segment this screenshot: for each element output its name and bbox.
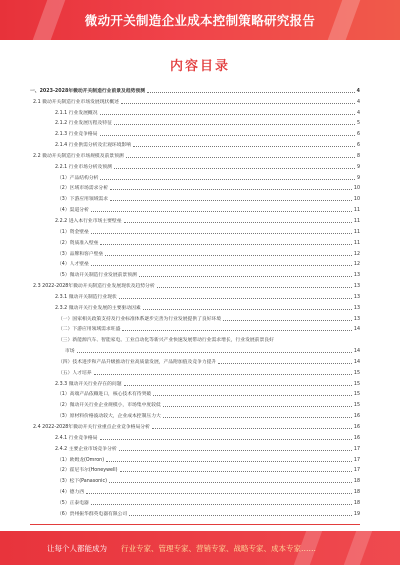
toc-leader-dots — [91, 265, 352, 266]
toc-entry[interactable] — [30, 160, 360, 171]
toc-leader-dots — [147, 92, 355, 93]
toc-entry-label: 2.4.1 行业竞争格局 — [55, 435, 98, 441]
toc-entry-page: 17 — [353, 446, 360, 452]
toc-entry-label: （6）贵州振华群英电器有限公司 — [57, 511, 128, 517]
toc-entry[interactable] — [30, 377, 360, 388]
toc-entry-label: （4）渠道分析 — [57, 208, 89, 214]
toc-entry-page: 18 — [353, 500, 360, 506]
toc-entry[interactable] — [30, 442, 360, 453]
toc-leader-dots — [223, 320, 352, 321]
toc-entry-label: 2.2.1 行业市场分析及预测 — [55, 164, 112, 170]
toc-leader-dots — [139, 276, 352, 277]
toc-entry-page: 8 — [356, 153, 360, 159]
toc-entry[interactable] — [30, 485, 360, 496]
toc-leader-dots — [110, 189, 352, 190]
toc-entry-label: 2.3.1 微动开关制造行业现状 — [55, 294, 117, 300]
toc-entry[interactable] — [30, 398, 360, 409]
toc-leader-dots — [143, 309, 352, 310]
toc-entry-page: 17 — [353, 468, 360, 474]
toc-entry-label: （5）正泰电器 — [57, 500, 89, 506]
toc-entry-page: 10 — [353, 186, 360, 192]
toc-entry[interactable] — [30, 431, 360, 442]
toc-entry-page: 19 — [353, 511, 360, 517]
toc-entry-page: 4 — [356, 99, 360, 105]
toc-entry[interactable] — [30, 171, 360, 182]
toc-entry[interactable] — [30, 366, 360, 377]
toc-entry[interactable] — [30, 496, 360, 507]
toc-entry-label: （2）微动开关行业企业规模小，市场集中度较低 — [57, 403, 161, 409]
toc-leader-dots — [110, 200, 352, 201]
toc-leader-dots — [91, 211, 352, 212]
toc-leader-dots — [122, 330, 352, 331]
footer-banner — [0, 531, 400, 565]
toc-entry-label: （2）资质准入壁垒 — [57, 240, 99, 246]
toc-entry-label: （四）技术进步和产品升级推动行业高质量发展，产品附加值及竞争力提升 — [58, 359, 217, 365]
toc-entry-label: 2.3.2 微动开关行业发展的主要驱动因素 — [55, 305, 141, 311]
toc-entry-label: 2.1 微动开关制造行业市场发展现状概述 — [33, 99, 119, 105]
toc-entry-page: 6 — [356, 143, 360, 149]
toc-entry-label: （5）微动开关制造行业发展前景预测 — [57, 273, 137, 279]
toc-entry-page: 13 — [353, 294, 360, 300]
toc-entry[interactable] — [30, 453, 360, 464]
toc-entry[interactable] — [30, 344, 360, 355]
toc-entry[interactable] — [30, 95, 360, 106]
toc-entry[interactable] — [30, 117, 360, 128]
toc-leader-dots — [106, 461, 352, 462]
toc-leader-dots — [114, 168, 355, 169]
toc-entry-page: 11 — [353, 218, 360, 224]
toc-leader-dots — [77, 352, 352, 353]
toc-entry-page: 6 — [356, 132, 360, 138]
toc-entry-page: 18 — [353, 490, 360, 496]
toc-leader-dots — [91, 504, 352, 505]
toc-entry-label: （1）产品结构分析 — [57, 175, 99, 181]
content-divider — [30, 524, 360, 525]
footer-slogan: 让每个人都能成为 — [47, 543, 107, 553]
toc-entry[interactable] — [30, 84, 360, 95]
toc-entry-label: 市场 — [65, 349, 75, 355]
toc-entry-label: 2.3 2022-2028年微动开关制造行业发展现状及趋势分析 — [33, 284, 155, 290]
toc-entry-label: 2.3.3 微动开关行业存在的问题 — [55, 381, 122, 387]
toc-entry-label: （4）人才壁垒 — [57, 262, 89, 268]
toc-entry[interactable] — [30, 301, 360, 312]
toc-entry[interactable] — [30, 507, 360, 518]
toc-entry-page: 11 — [353, 208, 360, 214]
toc-leader-dots — [121, 103, 355, 104]
toc-leader-dots — [129, 515, 352, 516]
toc-entry-page: 16 — [353, 435, 360, 441]
toc-leader-dots — [100, 439, 352, 440]
toc-entry[interactable] — [30, 312, 360, 323]
toc-entry[interactable] — [30, 464, 360, 475]
toc-leader-dots — [163, 417, 352, 418]
toc-entry-label: （3）品牌和客户壁垒 — [57, 251, 104, 257]
toc-leader-dots — [94, 374, 352, 375]
toc-leader-dots — [100, 114, 355, 115]
toc-leader-dots — [153, 395, 352, 396]
toc-leader-dots — [105, 255, 352, 256]
toc-entry[interactable] — [30, 333, 360, 344]
toc-entry-page: 4 — [356, 110, 360, 116]
toc-entry-page: 14 — [353, 349, 360, 355]
toc-entry-page: 13 — [353, 273, 360, 279]
toc-leader-dots — [157, 287, 352, 288]
toc-entry-label: （1）资金壁垒 — [57, 229, 89, 235]
toc-entry-label: 2.1.3 行业竞争格局 — [55, 132, 98, 138]
toc-leader-dots — [114, 124, 355, 125]
toc-entry-label: （4）德力西 — [57, 490, 85, 496]
toc-entry[interactable] — [30, 106, 360, 117]
toc-leader-dots — [119, 450, 352, 451]
toc-leader-dots — [100, 179, 355, 180]
toc-entry-label: 一、2023-2028年微动开关制造行业前景及趋势预测 — [30, 88, 146, 94]
toc-entry-label: （五）人才培养 — [58, 370, 92, 376]
toc-leader-dots — [100, 135, 355, 136]
header-banner — [0, 0, 400, 40]
toc-leader-dots — [91, 233, 352, 234]
toc-leader-dots — [120, 471, 352, 472]
toc-entry-label: 2.1.2 行业发展历程及特征 — [55, 121, 112, 127]
toc-entry-label: （1）高端产品依赖进口，核心技术有待突破 — [57, 392, 152, 398]
toc-entry[interactable] — [30, 290, 360, 301]
toc-heading: 内容目录 — [169, 59, 230, 74]
toc-entry-page: 18 — [353, 479, 360, 485]
toc-entry-label: 2.4.2 主要企业市场竞争分析 — [55, 446, 117, 452]
toc-entry[interactable] — [30, 420, 360, 431]
toc-entry[interactable] — [30, 268, 360, 279]
toc-leader-dots — [126, 157, 355, 158]
toc-entry-page: 9 — [356, 164, 360, 170]
toc-entry-label: （二）下游应用领域需求旺盛 — [58, 327, 121, 333]
toc-entry-page: 13 — [353, 316, 360, 322]
table-of-contents — [30, 84, 360, 518]
toc-leader-dots — [124, 222, 352, 223]
toc-entry[interactable] — [30, 247, 360, 258]
toc-leader-dots — [119, 298, 352, 299]
banner-stripe — [328, 0, 361, 40]
toc-leader-dots — [124, 385, 352, 386]
toc-entry[interactable] — [30, 138, 360, 149]
toc-entry-page: 12 — [353, 262, 360, 268]
toc-leader-dots — [133, 146, 355, 147]
toc-entry[interactable] — [30, 323, 360, 334]
toc-entry[interactable] — [30, 127, 360, 138]
toc-entry[interactable] — [30, 149, 360, 160]
toc-entry-label: （3）原材料价格波动较大，企业成本控制压力大 — [57, 414, 161, 420]
toc-entry-page: 14 — [353, 327, 360, 333]
toc-entry-label: （1）欧姆龙(Omron) — [57, 457, 105, 463]
toc-entry[interactable] — [30, 182, 360, 193]
toc-entry-page: 15 — [353, 403, 360, 409]
banner-stripe — [33, 0, 66, 40]
toc-entry[interactable] — [30, 236, 360, 247]
toc-entry-page: 15 — [353, 370, 360, 376]
toc-entry[interactable] — [30, 258, 360, 269]
toc-entry-page: 10 — [353, 197, 360, 203]
footer-stripe — [344, 531, 372, 565]
toc-entry-page: 5 — [356, 121, 360, 127]
toc-entry[interactable] — [30, 388, 360, 399]
toc-entry-label: （3）下游应用领域需求 — [57, 197, 109, 203]
report-title: 微动开关制造企业成本控制策略研究报告 — [84, 13, 316, 28]
toc-entry-page: 9 — [356, 175, 360, 181]
toc-entry-label: （2）区域市场需求分析 — [57, 186, 109, 192]
toc-entry[interactable] — [30, 409, 360, 420]
toc-entry[interactable] — [30, 355, 360, 366]
toc-entry-page: 11 — [353, 240, 360, 246]
toc-entry-label: 2.4 2022-2028年微动开关行业重点企业竞争格局分析 — [33, 425, 150, 430]
toc-entry-page: 15 — [353, 381, 360, 387]
footer-roles: 行业专家、管理专家、营销专家、战略专家、成本专家…… — [121, 543, 316, 553]
toc-entry[interactable] — [30, 225, 360, 236]
toc-leader-dots — [100, 244, 351, 245]
toc-entry-page: 16 — [353, 425, 360, 430]
toc-leader-dots — [163, 406, 352, 407]
toc-leader-dots — [109, 482, 352, 483]
toc-entry-label: （三）新能源汽车、智能家电、工业自动化等新兴产业快速发展带动行业需求增长，行业发展前景良好 — [58, 338, 274, 344]
toc-entry-page: 4 — [356, 88, 360, 94]
toc-entry[interactable] — [30, 214, 360, 225]
toc-leader-dots — [86, 493, 352, 494]
toc-entry[interactable] — [30, 474, 360, 485]
toc-entry-page: 17 — [353, 457, 360, 463]
toc-entry-label: （2）霍尼韦尔(Honeywell) — [57, 468, 118, 474]
toc-entry-page: 13 — [353, 305, 360, 311]
toc-entry-page: 11 — [353, 229, 360, 235]
toc-entry-label: （3）松下(Panasonic) — [57, 479, 108, 485]
toc-entry[interactable] — [30, 192, 360, 203]
toc-entry-label: 2.2.2 进入本行业市场主要壁垒 — [55, 218, 122, 224]
toc-leader-dots — [218, 363, 352, 364]
toc-entry-page: 16 — [353, 414, 360, 420]
toc-entry-label: 2.1.1 行业发展概况 — [55, 110, 98, 116]
toc-entry-label: 2.1.4 行业供需分析及宏观环境影响 — [55, 143, 132, 149]
toc-entry-label: （一）国家相关政策支持及行业标准体系逐步完善为行业发展提供了良好环境 — [58, 316, 222, 322]
toc-leader-dots — [152, 428, 352, 429]
toc-entry[interactable] — [30, 203, 360, 214]
toc-entry-label: 2.2 微动开关制造行业市场规模及前景预测 — [33, 153, 124, 159]
toc-entry-page: 13 — [353, 284, 360, 290]
toc-entry-page: 15 — [353, 392, 360, 398]
toc-entry-page: 12 — [353, 251, 360, 257]
toc-entry-page: 14 — [353, 359, 360, 365]
toc-entry[interactable] — [30, 279, 360, 290]
